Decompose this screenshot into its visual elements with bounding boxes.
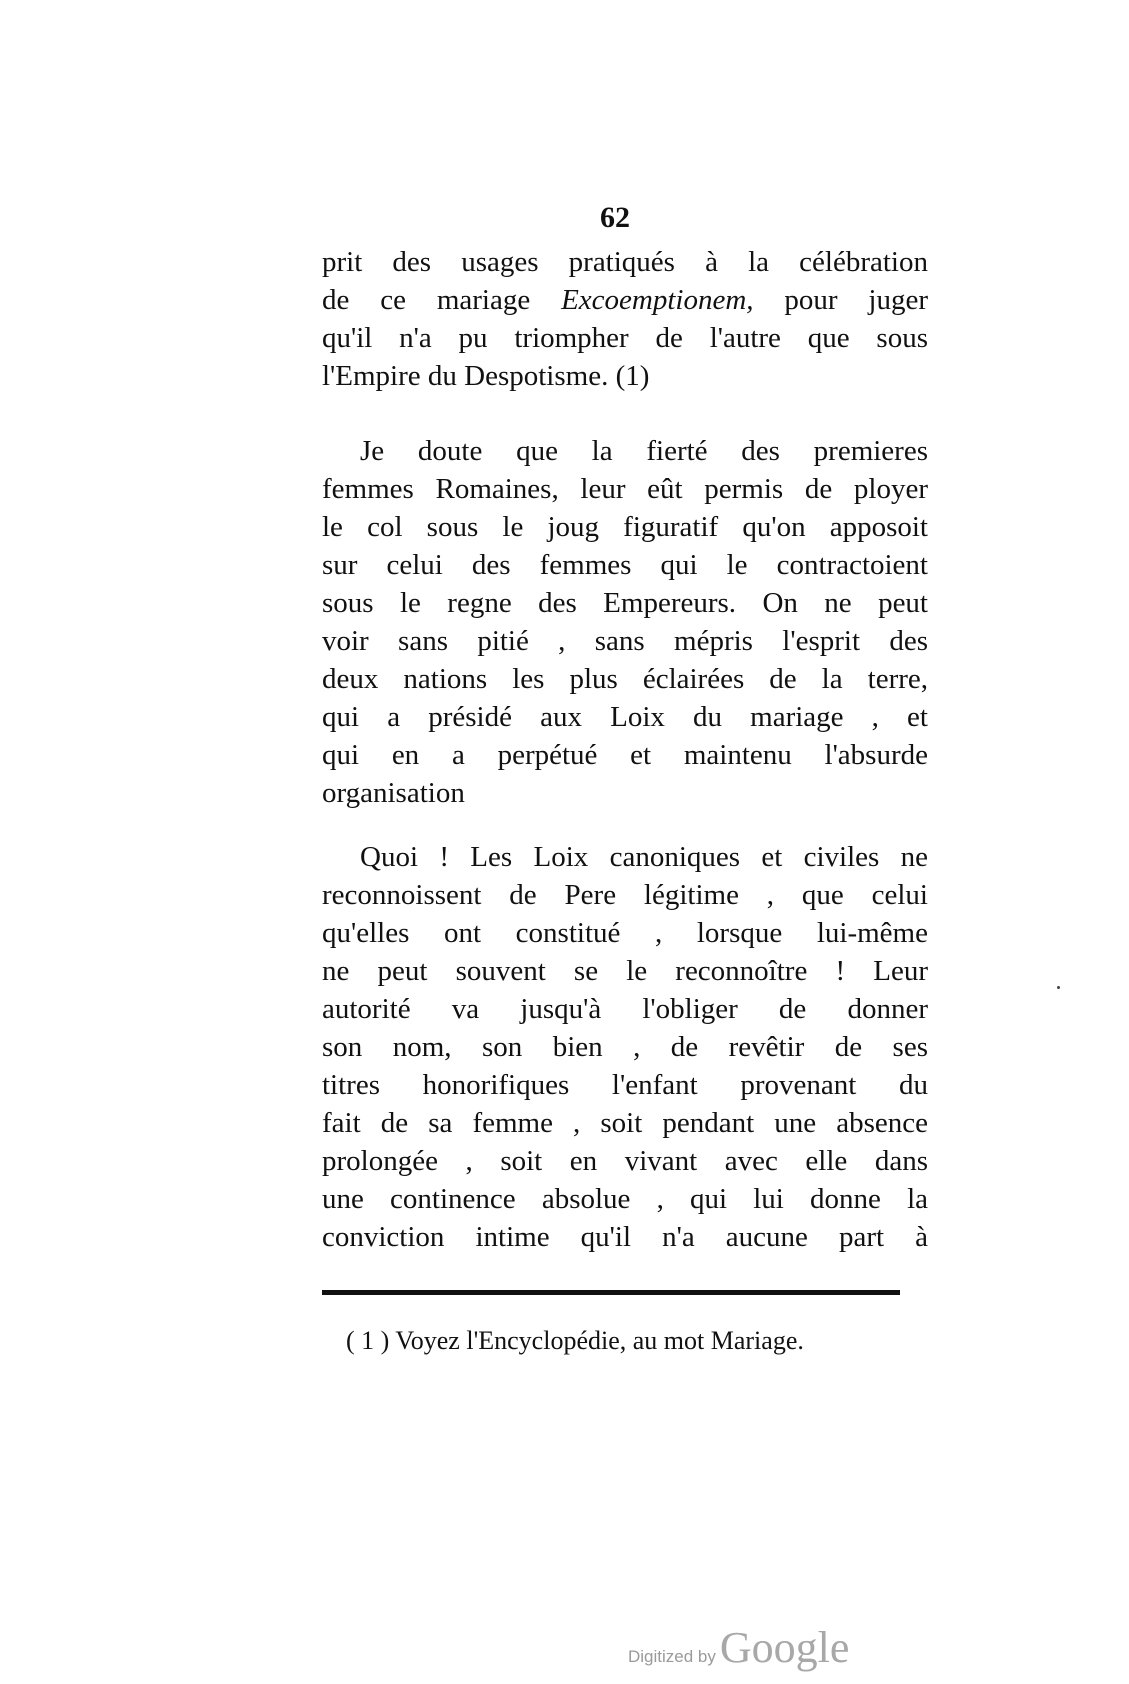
text-line: sur celui des femmes qui le contractoient — [322, 549, 928, 581]
watermark-prefix: Digitized by — [628, 1647, 716, 1666]
text-line: ne peut souvent se le reconnoître ! Leur — [322, 955, 928, 987]
text-line: femmes Romaines, leur eût permis de ployer — [322, 473, 928, 505]
text-line: son nom, son bien , de revêtir de ses — [322, 1031, 928, 1063]
text-line: voir sans pitié , sans mépris l'esprit des — [322, 625, 928, 657]
text-line: organisation — [322, 777, 465, 809]
digitized-by-google-watermark — [628, 1622, 849, 1673]
text-line: l'Empire du Despotisme. (1) — [322, 360, 650, 392]
page-number: 62 — [600, 201, 630, 234]
text-line: qui a présidé aux Loix du mariage , et — [322, 701, 928, 733]
paragraph-3 — [322, 838, 928, 1256]
text-run: pour juger — [753, 284, 928, 316]
text-line: Je doute que la fierté des premieres — [360, 435, 928, 467]
text-line: sous le regne des Empereurs. On ne peut — [322, 587, 928, 619]
text-line: autorité va jusqu'à l'obliger de donner — [322, 993, 928, 1025]
footnote: ( 1 ) Voyez l'Encyclopédie, au mot Mariage. — [346, 1326, 804, 1355]
text-line: prit des usages pratiqués à la célébration — [322, 246, 928, 278]
text-line: conviction intime qu'il n'a aucune part à — [322, 1221, 928, 1253]
text-line: qu'elles ont constitué , lorsque lui-même — [322, 917, 928, 949]
text-line: prolongée , soit en vivant avec elle dans — [322, 1145, 928, 1177]
text-line: Quoi ! Les Loix canoniques et civiles ne — [360, 841, 928, 873]
text-line — [322, 281, 928, 319]
text-run: de ce mariage — [322, 284, 562, 316]
text-line: fait de sa femme , soit pendant une absence — [322, 1107, 928, 1139]
footnote-rule — [322, 1290, 900, 1295]
text-line: le col sous le joug figuratif qu'on apposoit — [322, 511, 928, 543]
google-logo: Google — [719, 1623, 850, 1672]
italic-term: Excoemptionem, — [561, 284, 754, 316]
text-line: une continence absolue , qui lui donne la — [322, 1183, 928, 1215]
text-line: deux nations les plus éclairées de la terre, — [322, 663, 928, 695]
text-line: reconnoissent de Pere légitime , que celui — [322, 879, 928, 911]
text-line: titres honorifiques l'enfant provenant du — [322, 1069, 928, 1101]
paragraph-2 — [322, 432, 928, 812]
scan-speck — [1057, 986, 1060, 989]
text-line: qui en a perpétué et maintenu l'absurde — [322, 739, 928, 771]
text-line: qu'il n'a pu triompher de l'autre que sous — [322, 322, 928, 354]
paragraph-1 — [322, 243, 928, 395]
